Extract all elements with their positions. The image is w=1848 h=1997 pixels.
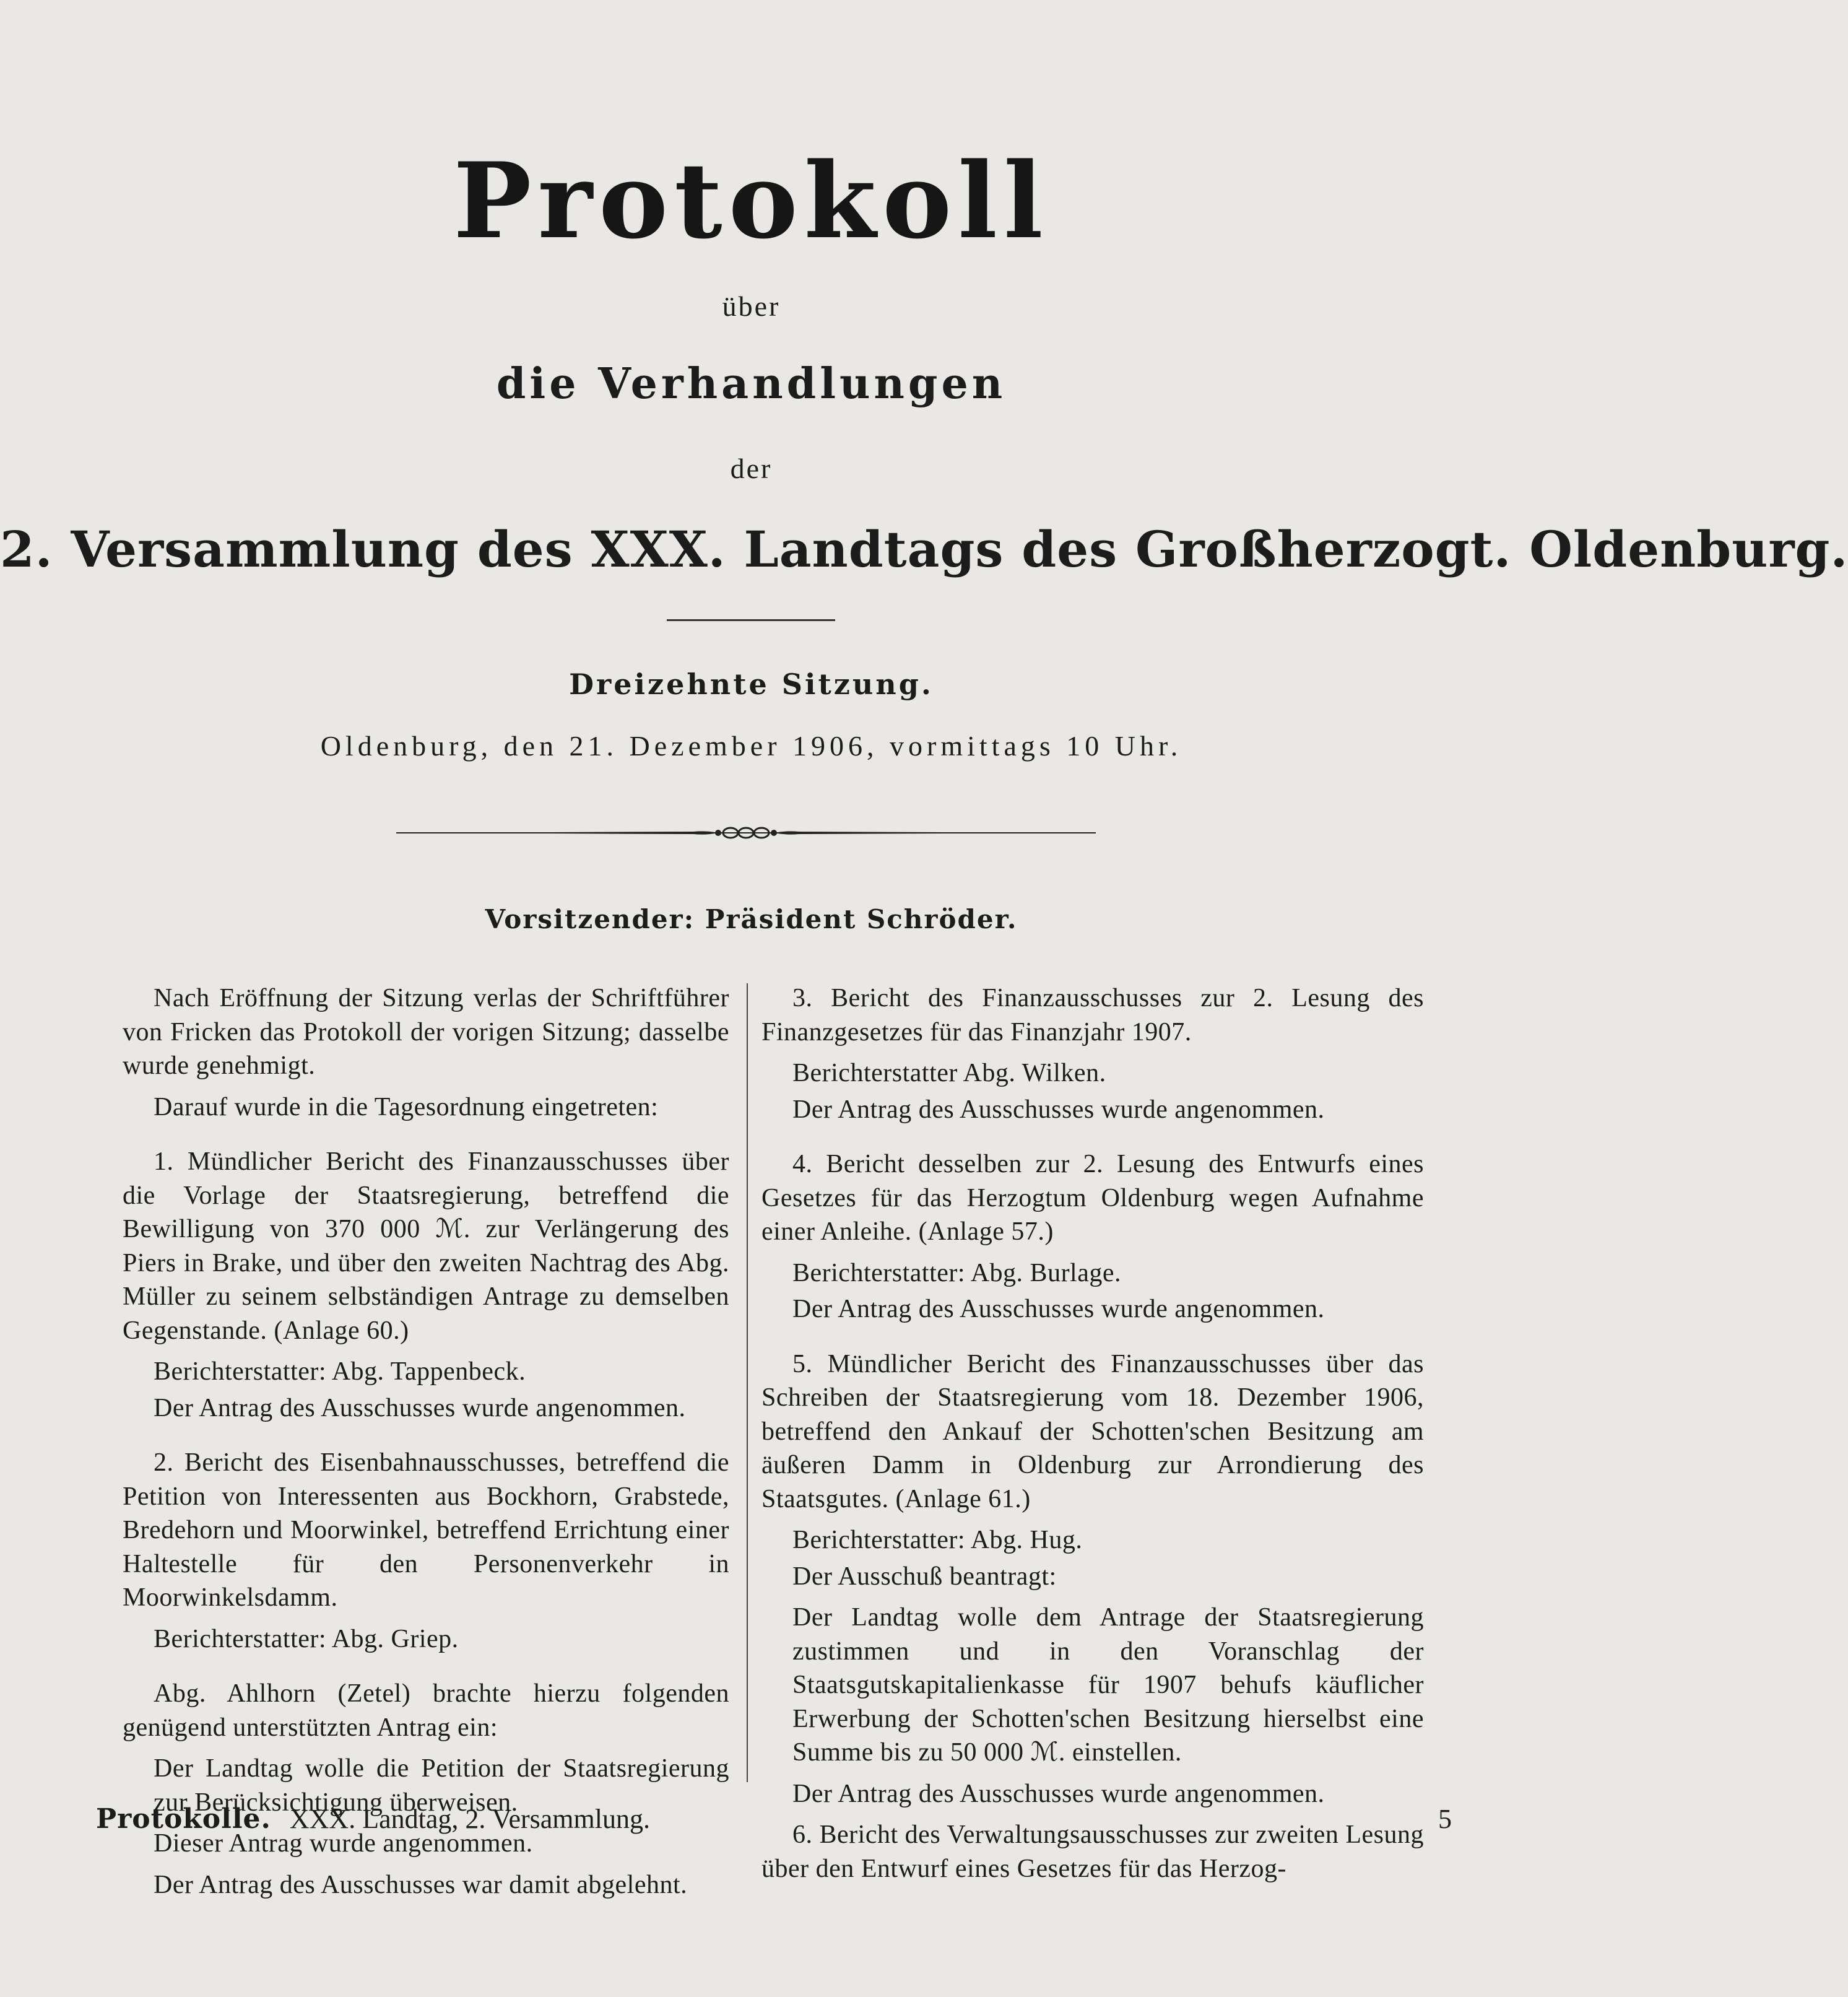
chairperson-heading: Vorsitzender: Präsident Schröder. [485,904,1018,934]
left-column [123,981,729,1909]
title-line-uber: über [722,290,781,322]
agenda-item-3: 3. Bericht des Finanzausschusses zur 2. Lesung des Finanzgesetzes für das Finanzjahr 1907. [761,984,1424,1046]
agenda-item-2: 2. Bericht des Eisenbahnausschusses, betreffend die Petition von Interessenten aus Bockhorn, Grabstede, Bredehorn und Moorwinkel, betreffend Errichtung einer Haltestelle für den Personenverkehr in Moorwinkelsdamm. [123,1448,729,1612]
rapporteur: Berichterstatter: Abg. Burlage. [792,1258,1122,1287]
agenda-item-6: 6. Bericht des Verwaltungsausschusses zur zweiten Lesung über den Entwurf eines Gesetzes für das Herzog- [761,1821,1424,1883]
resolution: Der Antrag des Ausschusses war damit abgelehnt. [154,1870,688,1899]
title-divider [667,619,835,621]
footer-text [96,1803,650,1835]
agenda-item-4: 4. Bericht desselben zur 2. Lesung des Entwurfs eines Gesetzes für das Herzogtum Oldenburg wegen Aufnahme einer Anleihe. (Anlage 57.) [761,1150,1424,1246]
document-title: Protokoll [453,139,1049,262]
column-divider [747,983,748,1782]
resolution: Der Antrag des Ausschusses wurde angenommen. [792,1295,1325,1323]
agenda-item-1: 1. Mündlicher Bericht des Finanzausschusses über die Vorlage der Staatsregierung, betreffend die Bewilligung von 370 000 ℳ. zur Verlängerung des Piers in Brake, und über den zweiten Nachtrag des Abg. Müller zu seinem selbständigen Antrage zu demselben Gegenstande. (Anlage 60.) [123,1147,729,1345]
dateline: Oldenburg, den 21. Dezember 1906, vormittags 10 Uhr. [320,730,1182,762]
footer-label: Protokolle. [96,1803,271,1835]
paragraph: Nach Eröffnung der Sitzung verlas der Schriftführer von Fricken das Protokoll der vorigen Sitzung; dasselbe wurde genehmigt. [123,984,729,1080]
paragraph: Abg. Ahlhorn (Zetel) brachte hierzu folgenden genügend unterstützten Antrag ein: [123,1679,729,1742]
assembly-heading: 2. Versammlung des XXX. Landtags des Großherzogt. Oldenburg. [0,520,1848,578]
agenda-item-5: 5. Mündlicher Bericht des Finanzausschusses über das Schreiben der Staatsregierung vom 18. Dezember 1906, betreffend den Ankauf der Schotten'schen Besitzung am äußeren Damm in Oldenburg zur Arrondierung des Staatsgutes. (Anlage 61.) [761,1349,1424,1513]
rapporteur: Berichterstatter: Abg. Tappenbeck. [154,1357,526,1386]
resolution: Der Antrag des Ausschusses wurde angenommen. [792,1095,1325,1124]
rapporteur: Berichterstatter: Abg. Griep. [154,1624,459,1653]
ornament-divider [396,817,1096,848]
session-heading: Dreizehnte Sitzung. [569,668,934,701]
resolution: Der Antrag des Ausschusses wurde angenommen. [154,1393,686,1422]
rapporteur: Berichterstatter Abg. Wilken. [792,1059,1106,1087]
title-line-verhandlungen: die Verhandlungen [496,359,1007,409]
motion-text: Der Landtag wolle dem Antrage der Staatsregierung zustimmen und in den Voranschlag der Staatsgutskapitalienkasse für 1907 behufs käuflicher Erwerbung der Schotten'schen Besitzung hierselbst eine Summe bis zu 50 000 ℳ. einstellen. [792,1603,1424,1767]
footer-volume: XXX. Landtag, 2. Versammlung. [289,1804,650,1834]
committee-proposal: Der Ausschuß beantragt: [792,1562,1057,1591]
title-line-der: der [730,453,773,484]
right-column [761,981,1424,1893]
resolution: Der Antrag des Ausschusses wurde angenommen. [792,1779,1325,1808]
rapporteur: Berichterstatter: Abg. Hug. [792,1526,1083,1554]
paragraph: Darauf wurde in die Tagesordnung eingetreten: [154,1092,659,1121]
page-number: 5 [1438,1804,1452,1834]
motion-text: Der Landtag wolle die Petition der Staatsregierung zur Berücksichtigung überweisen. [154,1754,729,1817]
resolution: Dieser Antrag wurde angenommen. [154,1829,533,1858]
